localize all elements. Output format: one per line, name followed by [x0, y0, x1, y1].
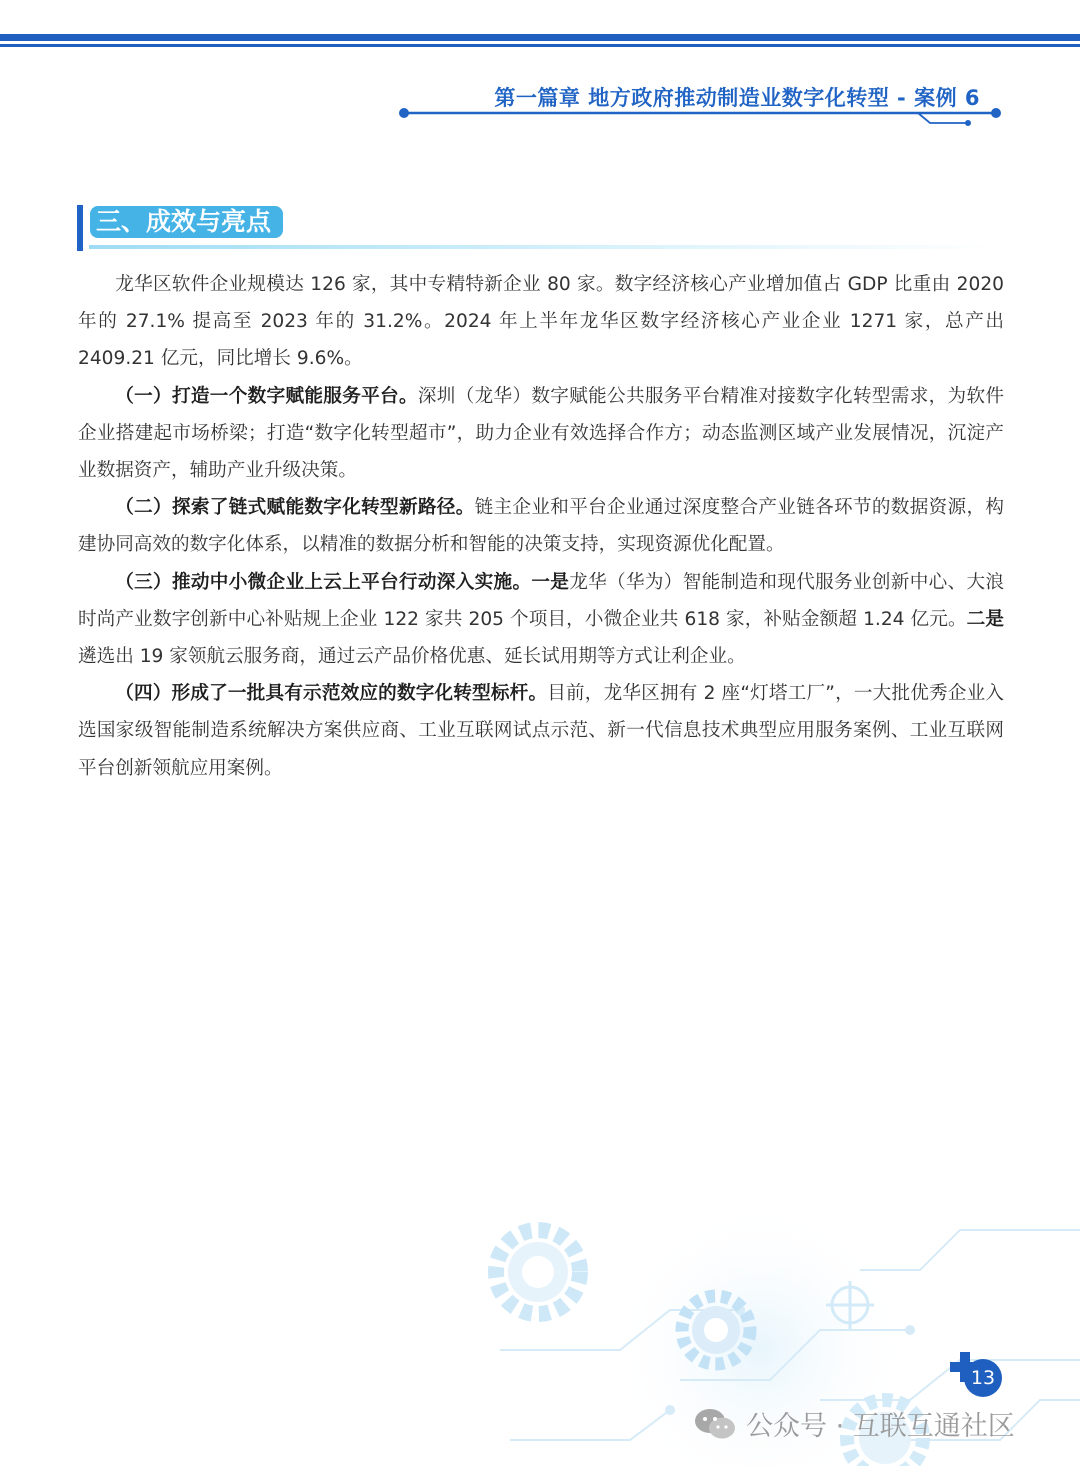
watermark-text: 公众号 · 互联互通社区: [746, 1411, 1015, 1442]
paragraph-item-4: [78, 675, 1004, 787]
paragraph-text: 龙华区软件企业规模达 126 家，其中专精特新企业 80 家。数字经济核心产业增加值占 GDP 比重由 2020 年的 27.1% 提高至 2023 年的 31.2%。2024 年上半年龙华区数字经济核心产业企业 1271 家，总产出 2409.21 亿元，同比增长 9.6%。: [78, 274, 1004, 370]
top-stripe-thin: [0, 44, 1080, 47]
paragraph-text: 遴选出 19 家领航云服务商，通过云产品价格优惠、延长试用期等方式让利企业。: [78, 646, 746, 668]
item-subheading: 二是: [966, 608, 1004, 630]
item-subheading: 一是: [531, 571, 570, 593]
item-heading: （四）形成了一批具有示范效应的数字化转型标杆。: [115, 683, 548, 705]
paragraph-text: 链主企业和平台企业通过深度整合产业链各环节的数据资源，构建协同高效的数字化体系，以精准的数据分析和智能的决策支持，实现资源优化配置。: [78, 497, 1004, 556]
top-stripe: [0, 34, 1080, 41]
running-header: 第一篇章 地方政府推动制造业数字化转型 - 案例 6: [494, 86, 980, 110]
paragraph-overview: [78, 266, 1004, 378]
item-heading: （二）探索了链式赋能数字化转型新路径。: [115, 497, 475, 519]
paragraph-text: 深圳（龙华）数字赋能公共服务平台精准对接数字化转型需求，为软件企业搭建起市场桥梁；打造“数字化转型超市”，助力企业有效选择合作方；动态监测区域产业发展情况，沉淀产业数据资产，辅助产业升级决策。: [78, 385, 1004, 482]
header-rule-icon: [398, 100, 1008, 130]
paragraph-item-3: [78, 564, 1004, 676]
paragraph-text: 目前，龙华区拥有 2 座“灯塔工厂”，一大批优秀企业入选国家级智能制造系统解决方案供应商、工业互联网试点示范、新一代信息技术典型应用服务案例、工业互联网平台创新领航应用案例。: [78, 683, 1004, 779]
paragraph-text: 龙华（华为）智能制造和现代服务业创新中心、大浪时尚产业数字创新中心补贴规上企业 122 家共 205 个项目，小微企业共 618 家，补贴金额超 1.24 亿元。: [78, 571, 1004, 630]
page-number: 13: [964, 1359, 1002, 1397]
section-title: 三、成效与亮点: [90, 206, 283, 238]
paragraph-item-2: [78, 489, 1004, 563]
paragraph-item-1: [78, 378, 1004, 490]
watermark: [694, 1404, 1015, 1443]
section-accent-bar: [77, 205, 83, 251]
item-heading: （一）打造一个数字赋能服务平台。: [115, 385, 418, 407]
section-underline: [89, 245, 999, 249]
body-content: [78, 266, 1004, 787]
wechat-icon: [694, 1407, 736, 1441]
item-heading: （三）推动中小微企业上云上平台行动深入实施。: [115, 571, 532, 593]
gear-icon: [496, 1230, 580, 1314]
